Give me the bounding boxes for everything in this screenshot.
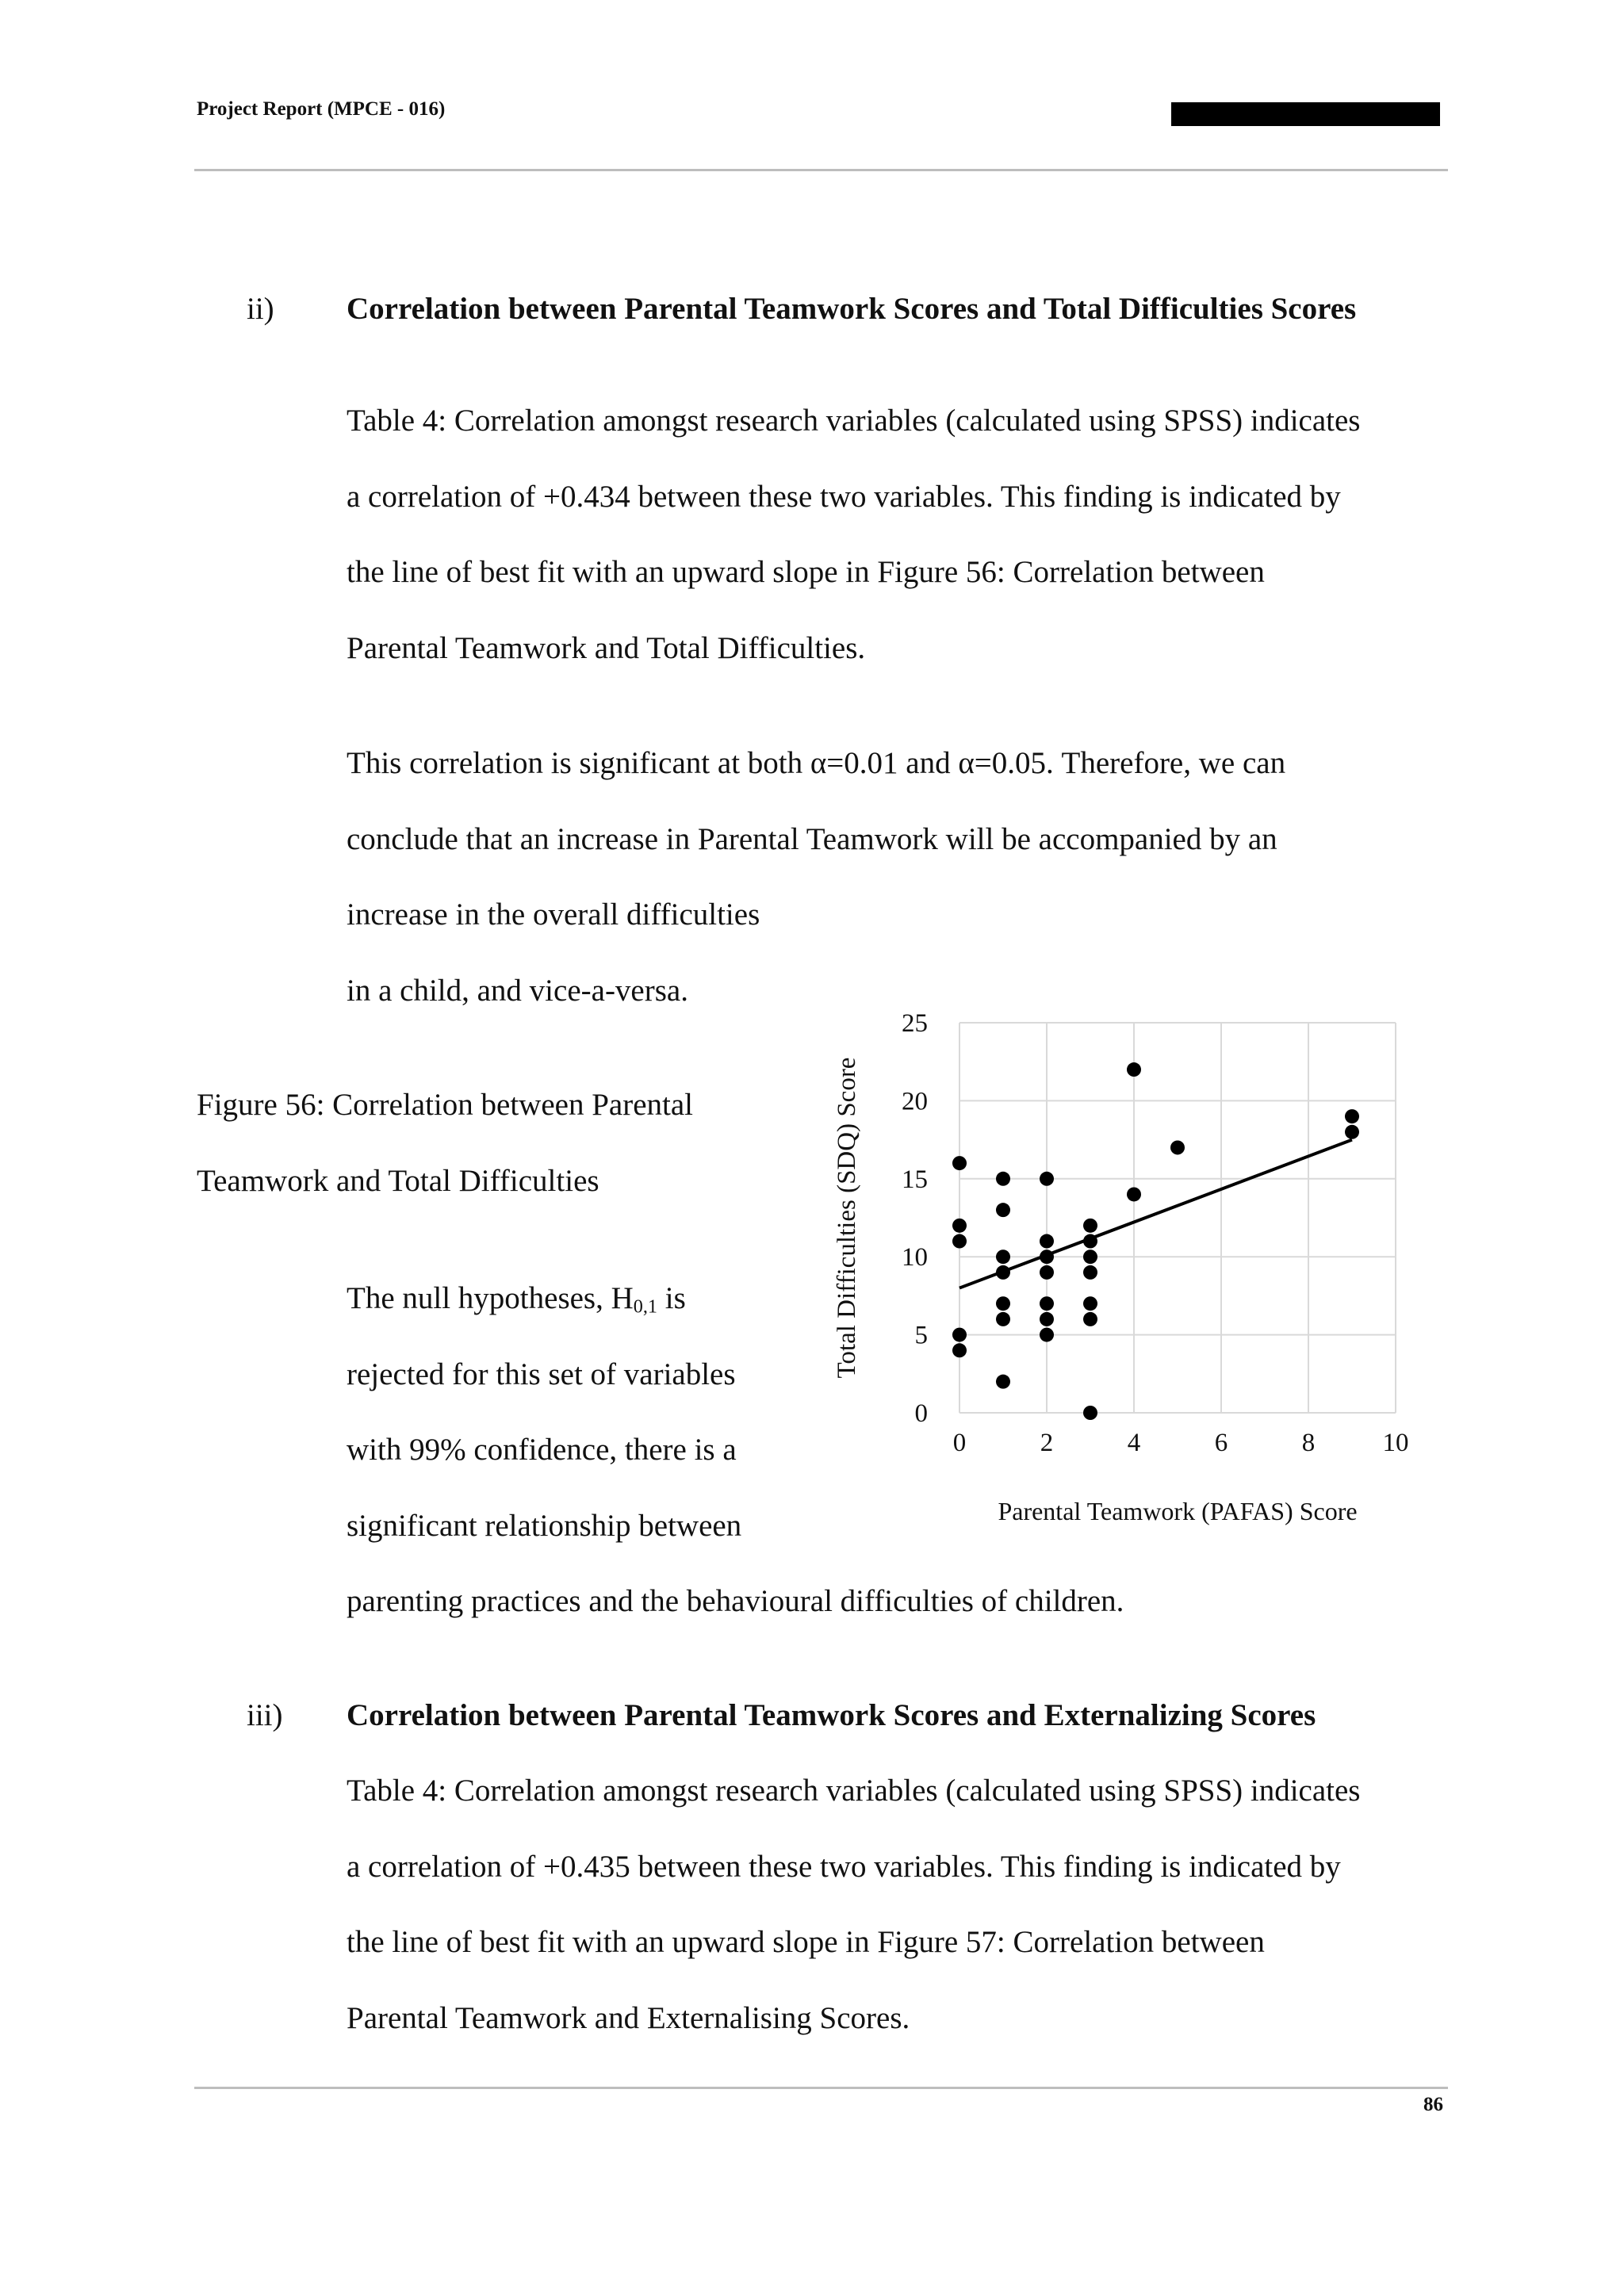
data-point [1083,1406,1097,1420]
page-number: 86 [1423,2094,1443,2115]
data-point [1170,1140,1185,1154]
data-point [1083,1249,1097,1264]
data-point [952,1219,967,1233]
data-point [952,1234,967,1249]
data-point [996,1203,1010,1217]
caption-line: Teamwork and Total Difficulties [197,1163,599,1198]
y-tick-label: 15 [902,1165,928,1194]
header-divider [194,169,1448,171]
data-point [1040,1328,1054,1342]
section-ii-heading: Correlation between Parental Teamwork Scores and Total Difficulties Scores [347,292,1357,326]
redacted-block [1171,102,1440,126]
text-line: Parental Teamwork and Total Difficulties. [347,630,866,665]
text-line: Parental Teamwork and Externalising Scores. [347,2000,910,2035]
data-point [1345,1125,1359,1139]
data-point [1040,1265,1054,1280]
data-point [996,1265,1010,1280]
x-tick-label: 2 [1040,1429,1054,1457]
data-point [1040,1172,1054,1186]
x-tick-label: 0 [952,1429,967,1457]
section-iii-paragraph-1 [347,1753,1361,2056]
text-line: the line of best fit with an upward slope in Figure 57: Correlation between [347,1925,1265,1960]
trendline [959,1140,1352,1288]
data-point [996,1312,1010,1326]
text-line: conclude that an increase in Parental Teamwork will be accompanied by an [347,821,1277,856]
figure-56-caption [197,1067,693,1219]
data-point [1040,1234,1054,1249]
section-ii-number: ii) [247,292,274,326]
text-line: This correlation is significant at both α=0.01 and α=0.05. Therefore, we can [347,746,1286,780]
y-axis-label: Total Difficulties (SDQ) Score [833,1057,861,1379]
data-point [952,1328,967,1342]
x-tick-label: 8 [1301,1429,1316,1457]
caption-line: Figure 56: Correlation between Parental [197,1088,693,1122]
text-line: with 99% confidence, there is a [347,1433,737,1468]
text-line: increase in the overall difficulties [347,897,760,932]
section-iii-heading: Correlation between Parental Teamwork Scores and Externalizing Scores [347,1698,1316,1732]
data-point [1083,1234,1097,1249]
x-tick-label: 10 [1382,1429,1409,1457]
y-tick-label: 20 [902,1087,928,1116]
data-point [1083,1296,1097,1311]
section-ii-paragraph-2 [347,725,1285,1028]
header-title: Project Report (MPCE - 016) [197,98,446,120]
data-point [996,1249,1010,1264]
text-line: Table 4: Correlation amongst research variables (calculated using SPSS) indicates [347,1774,1361,1808]
data-point [1127,1062,1141,1077]
text-line: a correlation of +0.434 between these two variables. This finding is indicated by [347,479,1341,514]
data-point [996,1172,1010,1186]
section-ii-paragraph-1 [347,383,1361,686]
data-point [1083,1265,1097,1280]
x-tick-label: 6 [1214,1429,1228,1457]
text-line: significant relationship between [347,1508,742,1543]
data-point [996,1296,1010,1311]
scatter-chart [825,995,1443,1550]
footer-divider [194,2087,1448,2089]
data-point [1127,1187,1141,1201]
x-axis-label: Parental Teamwork (PAFAS) Score [998,1497,1358,1525]
text-line: in a child, and vice-a-versa. [347,973,688,1008]
null-hypothesis-line: The null hypotheses, $H_{0,1}$ is [347,1281,686,1318]
data-point [952,1156,967,1170]
data-point [1040,1296,1054,1311]
data-point [952,1343,967,1357]
text-line: Table 4: Correlation amongst research variables (calculated using SPSS) indicates [347,404,1361,438]
data-point [1040,1249,1054,1264]
text-line: rejected for this set of variables [347,1357,736,1391]
data-point [1083,1312,1097,1326]
x-tick-label: 4 [1127,1429,1141,1457]
data-point [1083,1219,1097,1233]
y-tick-label: 5 [914,1321,928,1350]
text-line: a correlation of +0.435 between these two variables. This finding is indicated by [347,1849,1341,1884]
data-point [1040,1312,1054,1326]
data-point [1345,1109,1359,1123]
section-iii-number: iii) [247,1698,283,1732]
text-line: parenting practices and the behavioural difficulties of children. [347,1584,1124,1619]
y-tick-label: 10 [902,1243,928,1272]
text-line: the line of best fit with an upward slope in Figure 56: Correlation between [347,555,1265,590]
data-point [996,1375,1010,1389]
y-tick-label: 25 [902,1009,928,1038]
y-tick-label: 0 [914,1399,928,1428]
